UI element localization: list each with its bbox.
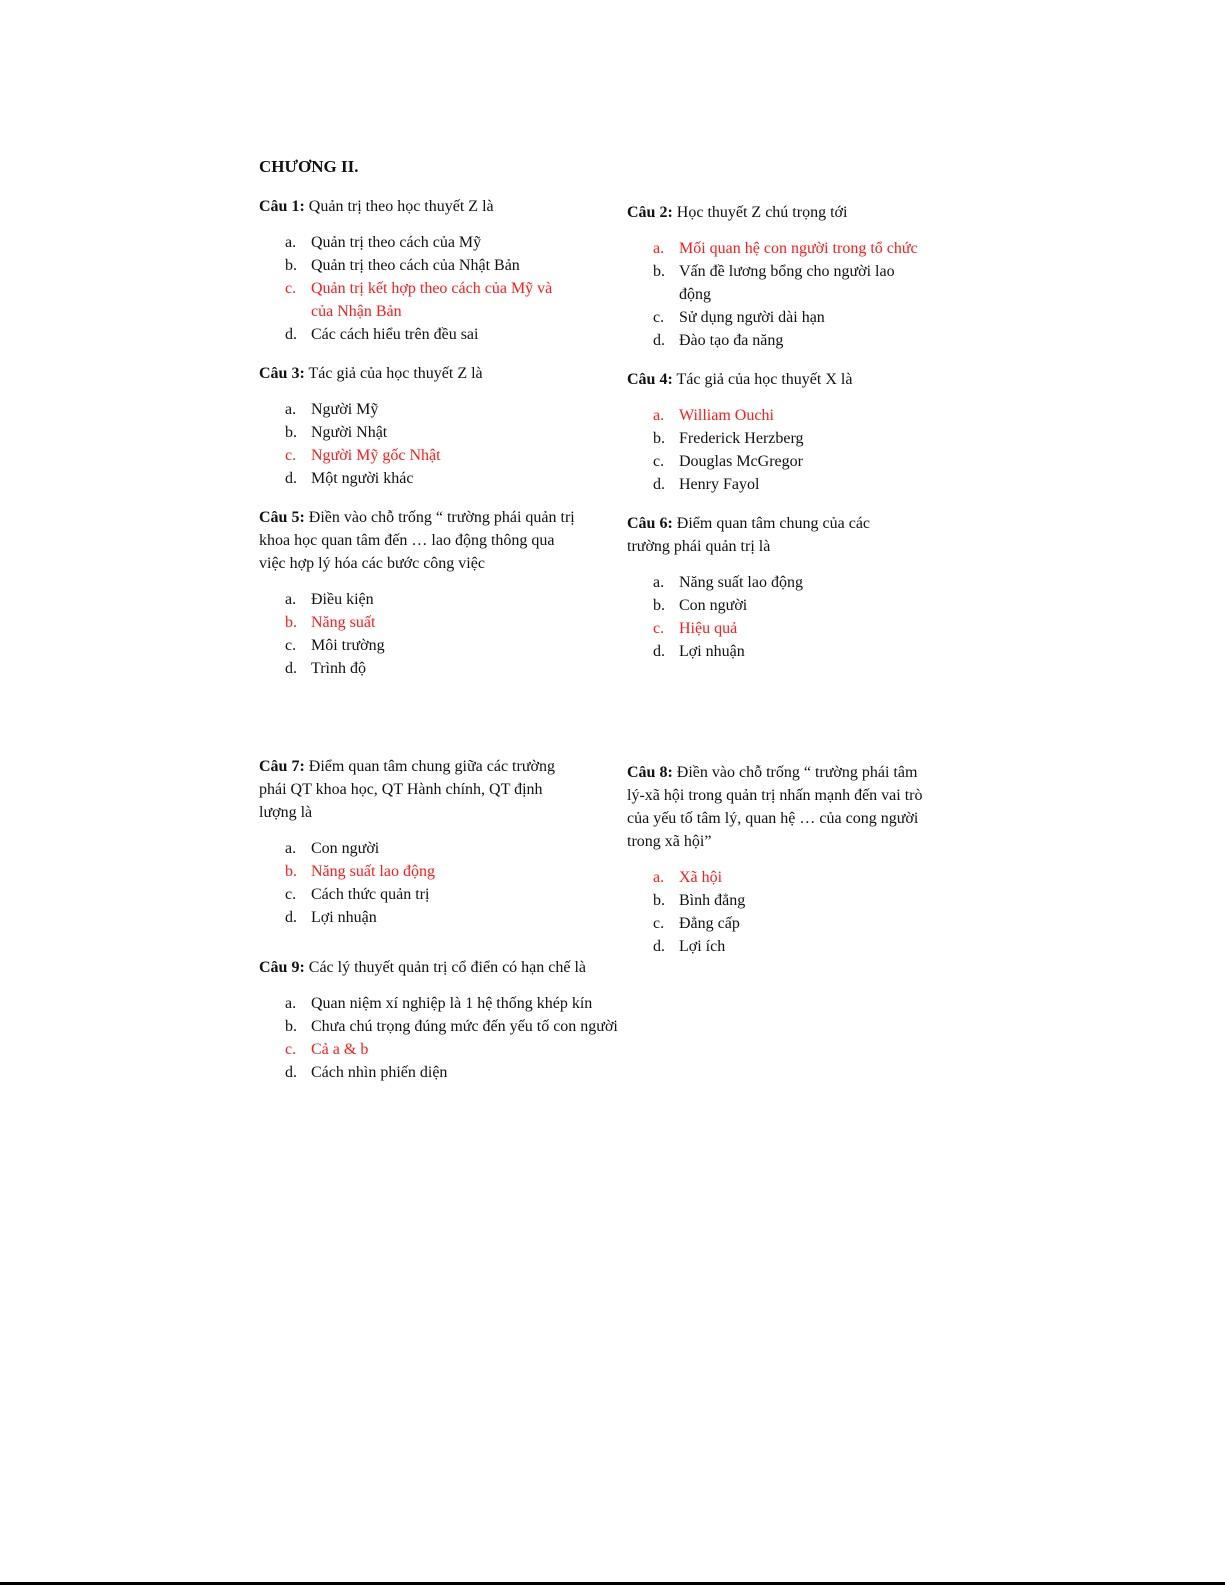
- option-text: Đẳng cấp: [679, 915, 740, 932]
- question-2: [627, 201, 947, 352]
- option-text: Các cách hiểu trên đều sai: [311, 326, 479, 343]
- option-text: Một người khác: [311, 470, 414, 487]
- option-letter: d.: [285, 326, 297, 343]
- option-text: Henry Fayol: [679, 476, 760, 493]
- question-label: Câu 9:: [259, 959, 305, 976]
- option-b-correct: [259, 860, 569, 883]
- option-letter: c.: [653, 453, 665, 470]
- question-text: Các lý thuyết quản trị cổ điển có hạn chế là: [304, 959, 587, 976]
- option-a-correct: [627, 404, 957, 427]
- option-d: [259, 906, 569, 929]
- question-text: Tác giả của học thuyết X là: [672, 371, 853, 388]
- option-letter: c.: [653, 620, 665, 637]
- option-text: Điều kiện: [311, 591, 374, 608]
- option-letter: b.: [285, 424, 297, 441]
- option-text: Vấn đề lương bổng cho người lao động: [679, 263, 895, 303]
- option-letter: c.: [285, 447, 297, 464]
- option-text: Cách thức quản trị: [311, 886, 430, 903]
- option-text: Quản trị theo cách của Nhật Bản: [311, 257, 520, 274]
- option-text: Năng suất: [311, 614, 376, 631]
- question-stem: [627, 761, 937, 853]
- question-text: Điền vào chỗ trống “ trường phái quản trị khoa học quan tâm đến … lao động thông qua việc hợp lý hóa các bước công việc: [259, 509, 575, 572]
- option-letter: d.: [285, 909, 297, 926]
- option-list: [259, 588, 579, 680]
- question-text: Điểm quan tâm chung của các trường phái quản trị là: [627, 515, 871, 555]
- option-b: [259, 254, 559, 277]
- option-text: Cách nhìn phiến diện: [311, 1064, 448, 1081]
- option-list: [259, 837, 569, 929]
- option-letter: d.: [653, 332, 665, 349]
- option-c-correct: [627, 617, 907, 640]
- option-d: [627, 473, 957, 496]
- option-letter: a.: [285, 234, 297, 251]
- option-text: Chưa chú trọng đúng mức đến yếu tố con người: [311, 1018, 618, 1035]
- question-stem: [627, 368, 957, 391]
- option-letter: a.: [285, 995, 297, 1012]
- option-text: Frederick Herzberg: [679, 430, 804, 447]
- question-label: Câu 5:: [259, 509, 305, 526]
- option-letter: a.: [285, 401, 297, 418]
- question-3: [259, 362, 589, 490]
- option-list: [627, 404, 957, 496]
- option-c: [627, 912, 937, 935]
- option-letter: d.: [285, 470, 297, 487]
- option-text: Môi trường: [311, 637, 385, 654]
- question-stem: [627, 512, 907, 558]
- option-letter: b.: [285, 257, 297, 274]
- option-list: [627, 866, 937, 958]
- option-c: [259, 634, 579, 657]
- option-c-correct: [259, 444, 589, 467]
- option-letter: c.: [285, 637, 297, 654]
- option-b: [627, 427, 957, 450]
- option-letter: a.: [285, 840, 297, 857]
- option-letter: b.: [285, 863, 297, 880]
- question-stem: [259, 195, 589, 218]
- option-list: [259, 398, 589, 490]
- option-text: Trình độ: [311, 660, 366, 677]
- question-label: Câu 4:: [627, 371, 673, 388]
- question-label: Câu 6:: [627, 515, 673, 532]
- question-label: Câu 1:: [259, 198, 305, 215]
- option-d: [259, 467, 589, 490]
- option-letter: c.: [653, 915, 665, 932]
- question-label: Câu 2:: [627, 204, 673, 221]
- option-list: [627, 237, 947, 352]
- option-text: Người Mỹ: [311, 401, 379, 418]
- option-text: Mối quan hệ con người trong tổ chức: [679, 240, 918, 257]
- question-text: Điền vào chỗ trống “ trường phái tâm lý-xã hội trong quản trị nhấn mạnh đến vai trò của yếu tố tâm lý, quan hệ … của cong người trong xã hội”: [627, 764, 923, 850]
- question-text: Quản trị theo học thuyết Z là: [304, 198, 494, 215]
- option-c: [627, 306, 947, 329]
- option-text: Lợi ích: [679, 938, 726, 955]
- question-stem: [259, 506, 579, 575]
- option-letter: c.: [653, 309, 665, 326]
- option-letter: d.: [653, 476, 665, 493]
- option-letter: a.: [653, 869, 665, 886]
- option-letter: a.: [285, 591, 297, 608]
- option-text: Năng suất lao động: [679, 574, 803, 591]
- question-label: Câu 8:: [627, 764, 673, 781]
- question-stem: [259, 956, 679, 979]
- question-label: Câu 3:: [259, 365, 305, 382]
- question-7: [259, 755, 569, 929]
- option-text: Quản trị theo cách của Mỹ: [311, 234, 482, 251]
- option-letter: d.: [653, 643, 665, 660]
- option-letter: b.: [653, 597, 665, 614]
- option-text: Quan niệm xí nghiệp là 1 hệ thống khép kín: [311, 995, 593, 1012]
- option-a: [259, 588, 579, 611]
- option-letter: b.: [653, 263, 665, 280]
- option-a: [259, 992, 679, 1015]
- option-letter: d.: [285, 1064, 297, 1081]
- question-6: [627, 512, 907, 663]
- option-a-correct: [627, 866, 937, 889]
- option-text: Hiệu quả: [679, 620, 738, 637]
- option-b: [627, 594, 907, 617]
- option-c-correct: [259, 277, 559, 323]
- question-stem: [259, 755, 569, 824]
- option-text: Lợi nhuận: [679, 643, 745, 660]
- option-text: Sử dụng người dài hạn: [679, 309, 825, 326]
- option-text: Đào tạo đa năng: [679, 332, 784, 349]
- option-c-correct: [259, 1038, 679, 1061]
- option-letter: d.: [653, 938, 665, 955]
- option-text: William Ouchi: [679, 407, 774, 424]
- option-b: [627, 260, 947, 306]
- option-letter: c.: [285, 280, 297, 297]
- option-text: Quản trị kết hợp theo cách của Mỹ và của Nhận Bản: [311, 280, 553, 320]
- question-4: [627, 368, 957, 496]
- option-d: [259, 323, 559, 346]
- option-letter: b.: [285, 614, 297, 631]
- option-letter: a.: [653, 407, 665, 424]
- question-9: [259, 956, 679, 1084]
- option-text: Douglas McGregor: [679, 453, 803, 470]
- option-text: Con người: [311, 840, 380, 857]
- option-letter: c.: [285, 886, 297, 903]
- option-list: [259, 992, 679, 1084]
- option-text: Năng suất lao động: [311, 863, 435, 880]
- option-text: Cả a & b: [311, 1041, 369, 1058]
- option-a: [259, 837, 569, 860]
- option-d: [627, 640, 907, 663]
- option-a-correct: [627, 237, 947, 260]
- question-1: [259, 195, 589, 346]
- option-list: [627, 571, 907, 663]
- question-label: Câu 7:: [259, 758, 305, 775]
- option-a: [259, 231, 559, 254]
- option-d: [627, 935, 937, 958]
- option-d: [627, 329, 947, 352]
- option-text: Xã hội: [679, 869, 723, 886]
- option-c: [627, 450, 957, 473]
- option-a: [627, 571, 907, 594]
- option-letter: a.: [653, 240, 665, 257]
- option-b: [627, 889, 937, 912]
- option-text: Lợi nhuận: [311, 909, 377, 926]
- question-stem: [627, 201, 947, 224]
- option-letter: b.: [653, 892, 665, 909]
- option-letter: d.: [285, 660, 297, 677]
- chapter-title: CHƯƠNG II.: [259, 157, 359, 176]
- option-d: [259, 657, 579, 680]
- question-5: [259, 506, 579, 680]
- option-text: Con người: [679, 597, 748, 614]
- question-stem: [259, 362, 589, 385]
- option-a: [259, 398, 589, 421]
- question-text: Điểm quan tâm chung giữa các trường phái QT khoa học, QT Hành chính, QT định lượng là: [259, 758, 555, 821]
- question-text: Tác giả của học thuyết Z là: [304, 365, 483, 382]
- option-letter: b.: [285, 1018, 297, 1035]
- option-text: Bình đẳng: [679, 892, 746, 909]
- option-d: [259, 1061, 679, 1084]
- option-text: Người Nhật: [311, 424, 388, 441]
- option-c: [259, 883, 569, 906]
- option-b-correct: [259, 611, 579, 634]
- question-text: Học thuyết Z chú trọng tới: [672, 204, 848, 221]
- option-b: [259, 421, 589, 444]
- question-8: [627, 761, 937, 958]
- option-letter: c.: [285, 1041, 297, 1058]
- option-letter: b.: [653, 430, 665, 447]
- option-b: [259, 1015, 679, 1038]
- option-text: Người Mỹ gốc Nhật: [311, 447, 441, 464]
- option-letter: a.: [653, 574, 665, 591]
- option-list: [259, 231, 559, 346]
